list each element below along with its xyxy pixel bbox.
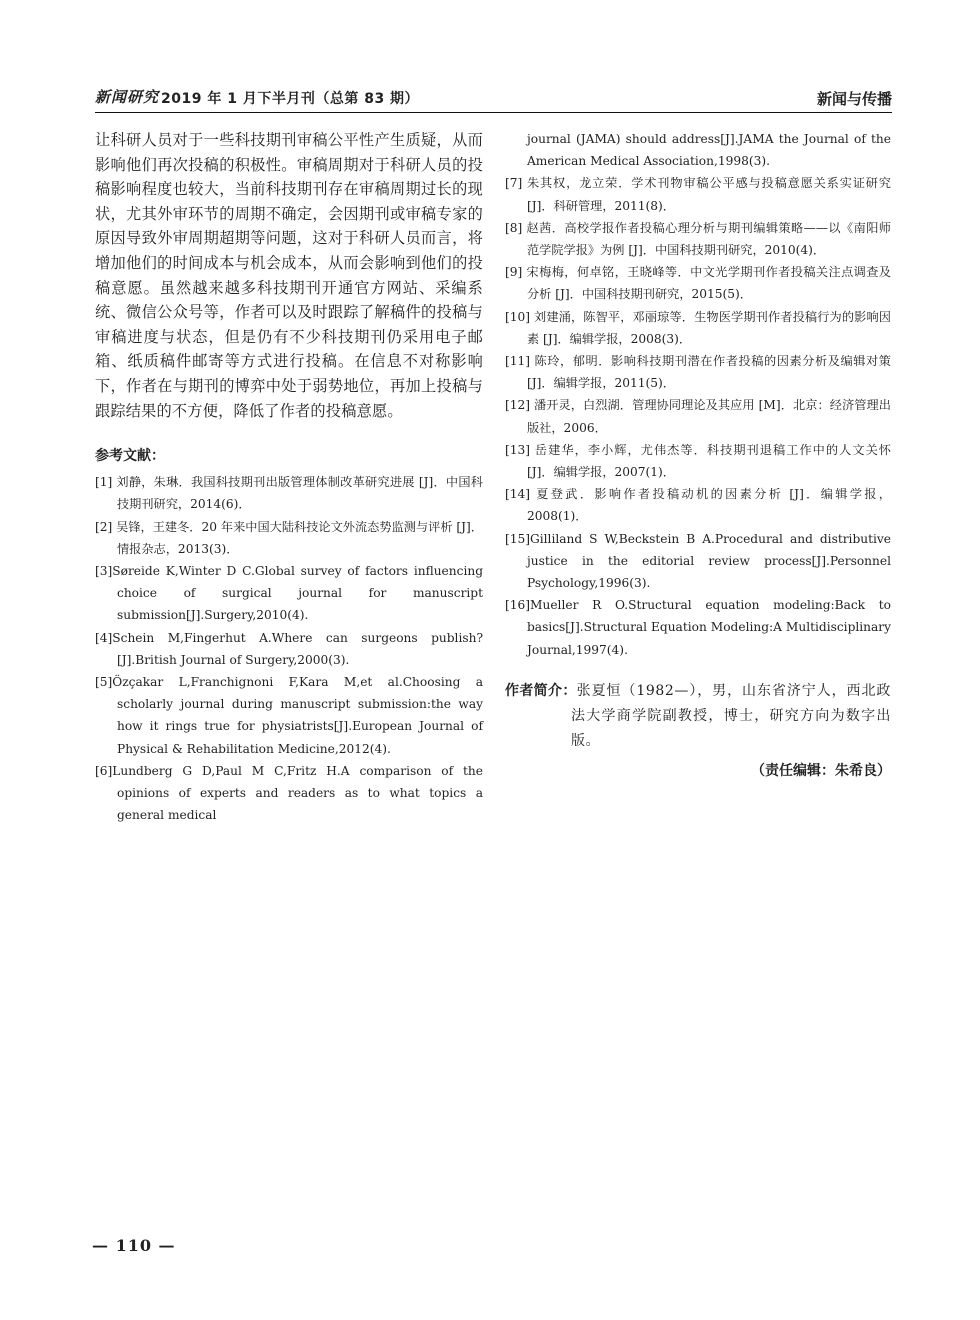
header-rule — [95, 112, 892, 113]
page-number: — 110 — — [92, 1236, 176, 1255]
author-bio — [505, 679, 891, 754]
reference-item: [7] 朱其权，龙立荣．学术刊物审稿公平感与投稿意愿关系实证研究 [J]．科研管理，2011(8)． — [505, 176, 891, 213]
reference-item: [14] 夏登武．影响作者投稿动机的因素分析 [J]．编辑学报，2008(1)． — [505, 487, 891, 524]
journal-logo: 新闻研究 — [95, 88, 160, 106]
references-list-left — [95, 471, 483, 826]
reference-item: [12] 潘开灵，白烈湖．管理协同理论及其应用 [M]．北京：经济管理出版社，2006． — [505, 398, 891, 435]
reference-item: [2] 吴锋，王建冬．20 年来中国大陆科技论文外流态势监测与评析 [J]．情报杂志，2013(3)． — [95, 519, 483, 556]
right-column — [505, 128, 891, 780]
left-column — [95, 128, 483, 826]
author-bio-text: 张夏恒（1982—），男，山东省济宁人，西北政法大学商学院副教授，博士，研究方向为数字出版。 — [571, 682, 892, 749]
page-header — [95, 86, 892, 108]
references-heading: 参考文献： — [95, 448, 165, 465]
reference-item: [3]Søreide K,Winter D C.Global survey of factors influencing choice of surgical journal for manuscript submission[J].Surgery,2010(4). — [95, 563, 483, 623]
responsible-editor: （责任编辑：朱希良） — [751, 762, 891, 779]
body-paragraph: 让科研人员对于一些科技期刊审稿公平性产生质疑，从而影响他们再次投稿的积极性。审稿周期对于科研人员的投稿影响程度也较大，当前科技期刊存在审稿周期过长的现状，尤其外审环节的周期不确定，会因期刊或审稿专家的原因导致外审周期超期等问题，这对于科研人员而言，将增加他们的时间成本与机会成本，从而会影响到他们的投稿意愿。虽然越来越多科技期刊开通官方网站、采编系统、微信公众号等，作者可以及时跟踪了解稿件的投稿与审稿进度与状态，但是仍有不少科技期刊仍采用电子邮箱、纸质稿件邮寄等方式进行投稿。在信息不对称影响下，作者在与期刊的博弈中处于弱势地位，再加上投稿与跟踪结果的不方便，降低了作者的投稿意愿。 — [95, 131, 483, 420]
reference-item: [16]Mueller R O.Structural equation modeling:Back to basics[J].Structural Equation Modeling:A Multidisciplinary Journal,1997(4). — [505, 598, 891, 657]
reference-item: [9] 宋梅梅，何卓铭，王晓峰等．中文光学期刊作者投稿关注点调查及分析 [J]．中国科技期刊研究，2015(5)． — [505, 265, 891, 302]
section-title: 新闻与传播 — [816, 90, 892, 108]
reference-item: [15]Gilliland S W,Beckstein B A.Procedural and distributive justice in the editorial review process[J].Personnel Psychology,1996(3). — [505, 531, 891, 591]
reference-item: [8] 赵茜．高校学报作者投稿心理分析与期刊编辑策略——以《南阳师范学院学报》为例 [J]．中国科技期刊研究，2010(4)． — [505, 220, 891, 258]
issue-info: 2019 年 1 月下半月刊（总第 83 期） — [161, 91, 420, 107]
reference-item: [11] 陈玲，郁明．影响科技期刊潜在作者投稿的因素分析及编辑对策 [J]．编辑学报，2011(5)． — [505, 354, 891, 391]
reference-item: [10] 刘建涌，陈智平，邓丽琼等．生物医学期刊作者投稿行为的影响因素 [J]．编辑学报，2008(3)． — [505, 309, 891, 346]
references-list-right — [505, 172, 891, 660]
reference-item: [4]Schein M,Fingerhut A.Where can surgeons publish?[J].British Journal of Surgery,2000(3). — [95, 630, 483, 667]
reference-item: [6]Lundberg G D,Paul M C,Fritz H.A comparison of the opinions of experts and readers as to what topics a general medical — [95, 763, 483, 823]
reference-item: [1] 刘静，朱琳．我国科技期刊出版管理体制改革研究进展 [J]．中国科技期刊研究，2014(6)． — [95, 475, 483, 512]
reference-item: [13] 岳建华，李小辉，尤伟杰等．科技期刊退稿工作中的人文关怀 [J]．编辑学报，2007(1)． — [505, 442, 891, 480]
reference-item: [5]Özçakar L,Franchignoni F,Kara M,et al.Choosing a scholarly journal during manuscript submission:the way how it rings true for physiatrists[J].European Journal of Physical & Rehabilitation Medicine,2012(4). — [95, 674, 483, 756]
author-bio-label: 作者简介： — [505, 682, 577, 699]
reference-continuation: journal (JAMA) should address[J].JAMA the Journal of the American Medical Association,1998(3). — [527, 132, 891, 169]
